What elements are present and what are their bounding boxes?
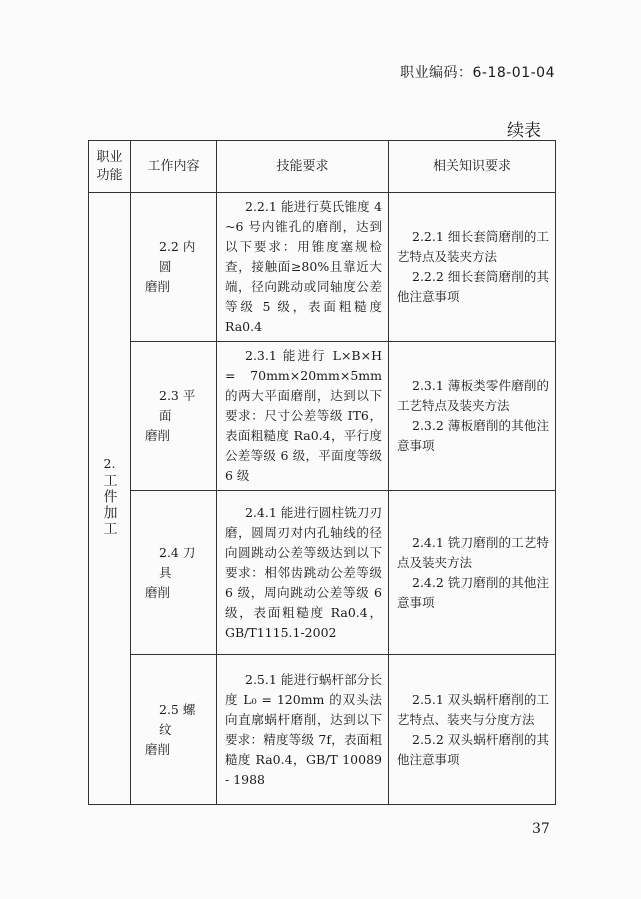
work-content-cell (131, 490, 217, 654)
knowledge-item: 2.3.2 薄板磨削的其他注意事项 (397, 418, 549, 454)
header-knowledge-requirements: 相关知识要求 (389, 141, 556, 193)
header-work-content: 工作内容 (131, 141, 217, 193)
knowledge-cell (389, 655, 556, 805)
continued-table-label: 续表 (507, 121, 541, 141)
skills-table (88, 140, 556, 805)
work-content-title-cont: 磨削 (145, 584, 171, 600)
function-number: 2. (103, 456, 116, 472)
knowledge-cell (389, 342, 556, 491)
skill-cell (217, 655, 389, 805)
table-row (89, 490, 556, 654)
knowledge-item: 2.4.2 铣刀磨削的其他注意事项 (397, 574, 549, 610)
skill-cell (217, 490, 389, 654)
knowledge-item: 2.5.2 双头蜗杆磨削的其他注意事项 (397, 731, 549, 767)
knowledge-cell (389, 490, 556, 654)
work-content-title: 2.3 平面 (159, 388, 196, 424)
page-number: 37 (532, 821, 550, 837)
knowledge-item: 2.2.1 细长套筒磨削的工艺特点及装夹方法 (397, 229, 549, 265)
work-content-cell (131, 193, 217, 342)
skill-text: 2.4.1 能进行圆柱铣刀刃磨，圆周刃对内孔轴线的径向圆跳动公差等级达到以下要求：相邻齿跳动公差等级 6 级，周向跳动公差等级 6 级，表面粗糙度 Ra0.4，GB/T1115.1-2002 (225, 504, 382, 640)
table-row (89, 342, 556, 491)
work-content-title: 2.4 刀具 (159, 544, 196, 580)
knowledge-item: 2.4.1 铣刀磨削的工艺特点及装夹方法 (397, 534, 549, 570)
skill-text: 2.5.1 能进行蜗杆部分长度 L₀ = 120mm 的双头法向直廓蜗杆磨削，达到以下要求：精度等级 7f，表面粗糙度 Ra0.4，GB/T 10089 - 1988 (225, 671, 382, 787)
work-content-title-cont: 磨削 (145, 428, 171, 444)
knowledge-item: 2.5.1 双头蜗杆磨削的工艺特点、装夹与分度方法 (397, 691, 549, 727)
function-name: 工件加工 (101, 473, 118, 538)
function-cell (89, 193, 131, 805)
work-content-title: 2.2 内圆 (159, 239, 196, 275)
work-content-title: 2.5 螺纹 (159, 701, 196, 737)
table-row (89, 655, 556, 805)
knowledge-item: 2.3.1 薄板类零件磨削的工艺特点及装夹方法 (397, 378, 549, 414)
skill-text: 2.2.1 能进行莫氏锥度 4 ~6 号内锥孔的磨削，达到以下要求：用锥度塞规检查，接触面≥80%且靠近大端，径向跳动或同轴度公差等级 5 级，表面粗糙度 Ra0.4 (225, 199, 382, 335)
knowledge-item: 2.2.2 细长套筒磨削的其他注意事项 (397, 269, 549, 305)
work-content-cell (131, 655, 217, 805)
skill-text: 2.3.1 能进行 L×B×H = 70mm×20mm×5mm 的两大平面磨削，达到以下要求：尺寸公差等级 IT6，表面粗糙度 Ra0.4，平行度公差等级 6 级，平面度等级 6 级 (225, 348, 382, 484)
work-content-cell (131, 342, 217, 491)
table-row (89, 193, 556, 342)
header-function: 职业 功能 (89, 141, 131, 193)
header-skill-requirements: 技能要求 (217, 141, 389, 193)
table-header-row (89, 141, 556, 193)
knowledge-cell (389, 193, 556, 342)
work-content-title-cont: 磨削 (145, 279, 171, 295)
work-content-title-cont: 磨削 (145, 741, 171, 757)
skill-cell (217, 342, 389, 491)
skill-cell (217, 193, 389, 342)
occupation-code: 职业编码：6-18-01-04 (399, 65, 555, 81)
